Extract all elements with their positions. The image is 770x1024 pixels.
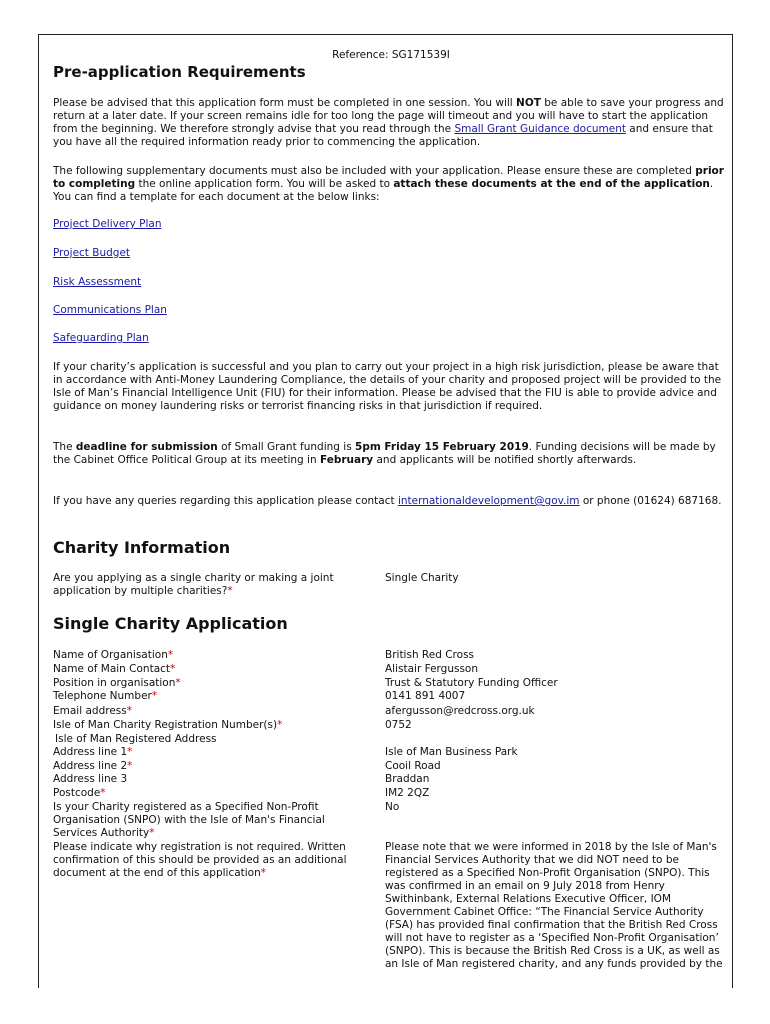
heading-charity-information: Charity Information (53, 538, 231, 557)
contact-email-link[interactable]: internationaldevelopment@gov.im (397, 495, 580, 507)
risk-assessment-link[interactable]: Risk Assessment (53, 276, 142, 288)
charity-type-label: Are you applying as a single charity or making a joint application by multiple charities?* (53, 572, 334, 597)
deadline-paragraph: The deadline for submission of Small Grant funding is 5pm Friday 15 February 2019. Funding decisions will be made by the Cabinet Office Political Group at its meeting in February and applicants will be notified shortly afterwards. (53, 441, 716, 466)
document-page: Reference: SG171539I Pre-application Requirements Please be advised that this application form must be completed in one session. You will NOT be able to save your progress and return at a later date. If your screen remains idle for too long the page will timeout and you will have to start the application from the beginning. We therefore strongly advise that you read through the Small Grant Guidance document and ensure that you have all the required information ready prior to commencing the application. The following supplementary documents must also be included with your application. Please ensure these are completed prior to completing the online application form. You will be asked to attach these documents at the end of the application. You can find a template for each document at the below links: Project Delivery Plan Project Budget Risk Assessment Communications Plan Safeguarding Plan If your charity’s application is successful and you plan to carry out your project in a high risk jurisdiction, please be aware that in accordance with Anti-Money Laundering Compliance, the details of your charity and proposed project will be provided to the Isle of Man’s Financial Intelligence Unit (FIU) for their information. Please be advised that the FIU is able to provide advice and guidance on money laundering risks or terrorist financing risks in that jurisdiction if required. The deadline for submission of Small Grant funding is 5pm Friday 15 February 2019. Funding decisions will be made by the Cabinet Office Political Group at its meeting in February and applicants will be notified shortly afterwards. If you have any queries regarding this application please contact internationaldevelopment@gov.im or phone (01624) 687168. Charity Information Are you applying as a single charity or making a joint application by multiple charities?* Single Charity Single Charity Application Name of Organisation* British Red Cross Name of Main Contact* Alistair Fergusson Position in organisation* Trust & Statutory Funding Officer Telephone Number* 0141 891 4007 Email address* afergusson@redcross.org.uk Isle of Man Charity Registration Number(s)* 0752 Isle of Man Registered Address Address line 1* Isle of Man Business Park Address line 2* Cooil Road Address line 3 Braddan Postcode* IM2 2QZ Is your Charity registered as a Specified Non-Profit Organisation (SNPO) with the Isle of Man's Financial Services Authority* No Please indicate why registration is not required. Written confirmation of this should be provided as an additional document at the end of this application* Please note that we were informed in 2018 by the Isle of Man's Financial Services Authority that we did NOT need to be registered as a Specified Non-Profit Organisation (SNPO). This was confirmed in an email on 9 July 2018 from Henry Swithinbank, External Relations Executive Officer, IOM Government Cabinet Office: “The Financial Service Authority (FSA) has provided final confirmation that the British Red Cross will not have to register as a ‘Specified Non-Profit Organisation’ (SNPO). This is because the British Red Cross is a UK, as well as an Isle of Man registered charity, and any funds provided by the (38, 34, 733, 988)
charity-type-value: Single Charity (385, 572, 459, 584)
communications-plan-link[interactable]: Communications Plan (53, 304, 167, 316)
guidance-document-link[interactable]: Small Grant Guidance document (454, 123, 626, 135)
contact-paragraph: If you have any queries regarding this application please contact internationaldevelopment@gov.im or phone (01624) 687168. (53, 495, 722, 507)
intro-paragraph: Please be advised that this application form must be completed in one session. You will NOT be able to save your progress and return at a later date. If your screen remains idle for too long the page will timeout and you will have to start the application from the beginning. We therefore strongly advise that you read through the Small Grant Guidance document and ensure that you have all the required information ready prior to commencing the application. (53, 97, 724, 148)
heading-pre-application: Pre-application Requirements (53, 63, 306, 81)
reference-number: Reference: SG171539I (332, 49, 450, 61)
aml-paragraph: If your charity’s application is successful and you plan to carry out your project in a high risk jurisdiction, please be aware that in accordance with Anti-Money Laundering Compliance, the details of your charity and proposed project will be provided to the Isle of Man’s Financial Intelligence Unit (FIU) for their information. Please be advised that the FIU is able to provide advice and guidance on money laundering risks or terrorist financing risks in that jurisdiction if required. (53, 361, 722, 412)
project-delivery-plan-link[interactable]: Project Delivery Plan (53, 218, 162, 230)
supplementary-docs-paragraph: The following supplementary documents must also be included with your application. Please ensure these are completed prior to completing the online application form. You will be asked to attach these documents at the end of the application. You can find a template for each document at the below links: (53, 165, 724, 203)
heading-single-charity-application: Single Charity Application (53, 614, 288, 633)
safeguarding-plan-link[interactable]: Safeguarding Plan (53, 332, 149, 344)
project-budget-link[interactable]: Project Budget (53, 247, 131, 259)
